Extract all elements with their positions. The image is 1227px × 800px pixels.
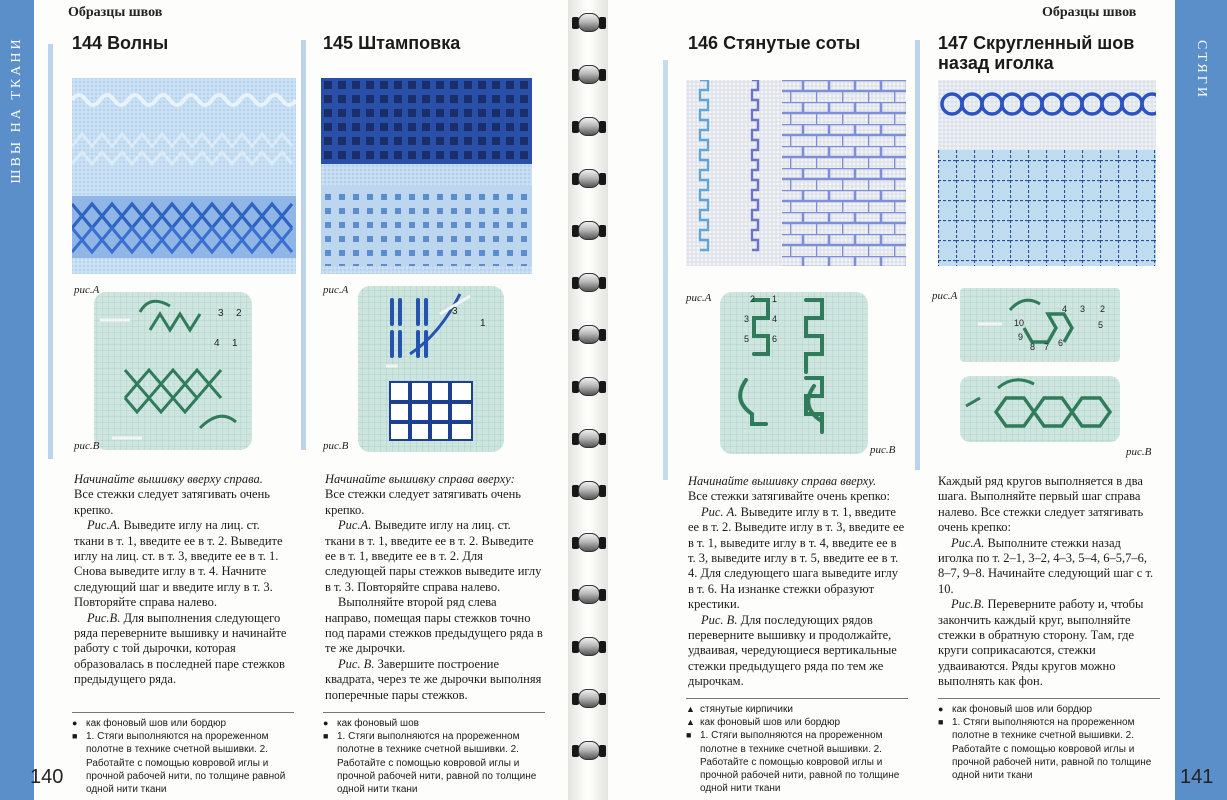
page-number-left: 140 [30,766,64,788]
diagram-point-label: 2 [750,294,756,304]
paragraph: Рис. В. Для последующих рядов переверните вышивку и продолжайте, удваивая, чередующиеся вертикальные стежки предыдущего ряда по тем же дырочкам. [688,612,897,689]
figure-label-a: рис.А [686,292,712,304]
stitch-text-146 [688,474,906,690]
binding-ring [572,584,606,606]
diagram-point-label: 5 [744,334,750,344]
diagram-point-label: 4 [214,338,220,349]
stitch-name: Стянутые соты [723,33,861,53]
paragraph: Все стежки следует затягивать очень крепко. [74,487,270,517]
diagram-point-label: 3 [218,308,224,319]
paragraph: Начинайте вышивку справа вверху: [325,472,515,486]
diagram-waves [90,290,256,452]
binding-ring [572,636,606,658]
binding-ring [572,480,606,502]
diagram-circles [958,284,1128,444]
diagram-point-label: 4 [772,314,778,324]
diagram-point-label: 2 [1100,304,1106,314]
diagram-stamping [356,284,506,454]
binding-ring [572,12,606,34]
stitch-title-145 [323,33,460,53]
paragraph: Рис.В. Переверните работу и, чтобы закончить каждый круг, выполняйте стежки в обратную сторону. Там, где круги соприкасаются, стежки удваиваются. Ряды кругов можно выполнять как фон. [938,597,1144,689]
figure-label-a: рис.А [932,290,958,302]
figure-label-a: рис.А [323,284,349,296]
paragraph: Начинайте вышивку вверху справа. [74,472,263,486]
diagram-point-label: 10 [1014,318,1025,328]
side-tab-label: СТЯГИ [1194,40,1209,100]
diagram-honeycomb [718,290,870,456]
binding-ring [572,376,606,398]
diagram-point-label: 1 [232,338,238,349]
stitch-photo-147 [938,80,1156,266]
fabric-sample-honeycomb [686,80,906,266]
diagram-point-label: 1 [772,294,778,304]
stitch-text-144 [74,472,292,688]
paragraph: Рис. В. Завершите построение квадрата, через те же дырочки выполняя поперечные пары стежков. [325,656,542,702]
left-page [0,0,568,800]
stitch-number: 147 [938,33,969,53]
note-item: ▲ как фоновый шов или бордюр [686,717,841,729]
side-tab-left [0,0,34,800]
fabric-sample-waves [72,78,296,274]
diagram-point-label: 6 [1058,338,1064,348]
stitch-title-146 [688,33,860,53]
paragraph: Выполняйте второй ряд слева направо, помещая пары стежков точно под парами стежков предыдущего ряда в те же дырочки. [325,595,543,656]
paragraph: Все стежки затягивайте очень крепко: [688,489,890,504]
stitch-diagram-145 [356,284,506,454]
paragraph: Рис.А. Выполните стежки назад иголка по т. 2–1, 3–2, 4–3, 5–4, 6–5,7–6, 8–7, 9–8. Начинайте следующий шаг с т. 10. [938,535,1154,596]
paragraph: Все стежки следует затягивать очень крепко. [325,487,521,517]
stitch-diagram-144 [90,290,256,452]
page-number-right: 141 [1180,766,1214,788]
stitch-name: Скругленный шов назад иголка [938,33,1135,73]
note-item: ■ 1. Стяги выполняются на прореженном полотне в технике счетной вышивки. 2. Работайте с помощью ковровой иглы и прочной рабочей нити, равной по толщине одной нити ткани [323,731,537,796]
diagram-point-label: 7 [1044,342,1050,352]
note-item: ● как фоновый шов или бордюр [72,718,227,729]
binding-ring [572,428,606,450]
paragraph: Рис.В. Для выполнения следующего ряда переверните вышивку и начинайте работу с той дырочки, которая образовалась в последней паре стежков предыдущего ряда. [74,610,287,687]
paragraph: Каждый ряд кругов выполняется в два шага. Выполняйте первый шаг справа налево. Все стежки следует затягивать очень крепко: [938,474,1144,535]
binding-ring [572,220,606,242]
stitch-name: Волны [107,33,169,53]
figure-label-b: рис.В [74,440,100,452]
side-tab-label: ШВЫ НА ТКАНИ [9,36,24,184]
column-rule [915,40,920,470]
binding-ring [572,116,606,138]
stitch-photo-145 [321,78,532,274]
diagram-point-label: 8 [1030,342,1036,352]
figure-label-b: рис.В [323,440,349,452]
stitch-title-144 [72,33,168,53]
diagram-point-label: 1 [480,318,486,329]
stitch-number: 145 [323,33,354,53]
diagram-point-label: 4 [1062,304,1068,314]
side-tab-right [1175,0,1227,800]
diagram-point-label: 9 [1018,332,1024,342]
note-item: ■ 1. Стяги выполняются на прореженном полотне в технике счетной вышивки. 2. Работайте с помощью ковровой иглы и прочной рабочей нити, равной по толщине одной нити ткани [938,717,1152,782]
binding-ring [572,740,606,762]
stitch-text-147 [938,474,1158,690]
stitch-number: 146 [688,33,719,53]
paragraph: Рис. А. Выведите иглу в т. 1, введите ее в т. 2. Выведите иглу в т. 3, введите ее в т. 1, выведите иглу в т. 4, введите ее в т. 3, выведите иглу в т. 5, введите ее в т. 4. Для следующего шага выведите иглу в т. 6. На изнанке стежки образуют крестики. [688,504,905,612]
binding-ring [572,532,606,554]
note-item: ▲ стянутые кирпичики [686,704,793,715]
fabric-sample-stamping [321,78,532,274]
stitch-title-147 [938,33,1158,73]
note-item: ● как фоновый шов [323,718,419,729]
note-item: ■ 1. Стяги выполняются на прореженном полотне в технике счетной вышивки. 2. Работайте с помощью ковровой иглы и прочной рабочей нити, равной по толщине одной нити ткани [686,730,900,795]
right-page [608,0,1227,800]
stitch-notes-146 [686,698,908,795]
stitch-notes-147 [938,698,1160,782]
diagram-point-label: 6 [772,334,778,344]
stitch-notes-144 [72,712,294,796]
note-item: ● как фоновый шов или бордюр [938,704,1093,715]
fabric-sample-circles [938,80,1156,266]
figure-label-b: рис.В [870,444,896,456]
diagram-point-label: 3 [452,306,458,317]
stitch-notes-145 [323,712,545,796]
paragraph: Рис.А. Выведите иглу на лиц. ст. ткани в т. 1, введите ее в т. 2. Выведите иглу на лиц. ст. в т. 3, введите ее в т. 1. Снова выведите иглу в т. 4. Начните следующий шаг и введите иглу в т. 3. Повторяйте справа налево. [74,518,283,610]
stitch-photo-144 [72,78,296,274]
paragraph: Начинайте вышивку справа вверху. [688,474,877,488]
binding-ring [572,688,606,710]
running-head-right: Образцы швов [1042,5,1137,20]
diagram-point-label: 2 [236,308,242,319]
figure-label-b: рис.В [1126,446,1152,458]
binding-ring [572,324,606,346]
binding-ring [572,64,606,86]
stitch-photo-146 [686,80,906,266]
paragraph: Рис.А. Выведите иглу на лиц. ст. ткани в т. 1, введите ее в т. 2. Выведите ее в т. 1, введите ее в т. 2. Для следующей пары стежков выведите иглу в т. 3. Повторяйте справа налево. [325,518,542,594]
running-head-left: Образцы швов [68,5,163,20]
column-rule [48,44,53,459]
stitch-diagram-146 [718,290,870,456]
diagram-point-label: 3 [1080,304,1086,314]
binding-ring [572,168,606,190]
diagram-point-label: 3 [744,314,750,324]
stitch-number: 144 [72,33,103,53]
figure-label-a: рис.А [74,284,100,296]
stitch-name: Штамповка [358,33,461,53]
binding-ring [572,272,606,294]
column-rule [663,60,668,480]
stitch-text-145 [325,472,543,703]
diagram-point-label: 5 [1098,320,1104,330]
note-item: ■ 1. Стяги выполняются на прореженном полотне в технике счетной вышивки. 2. Работайте с помощью ковровой иглы и прочной рабочей нити, по толщине равной одной нити ткани [72,731,286,796]
column-rule [301,40,306,450]
stitch-diagram-147 [958,284,1128,444]
